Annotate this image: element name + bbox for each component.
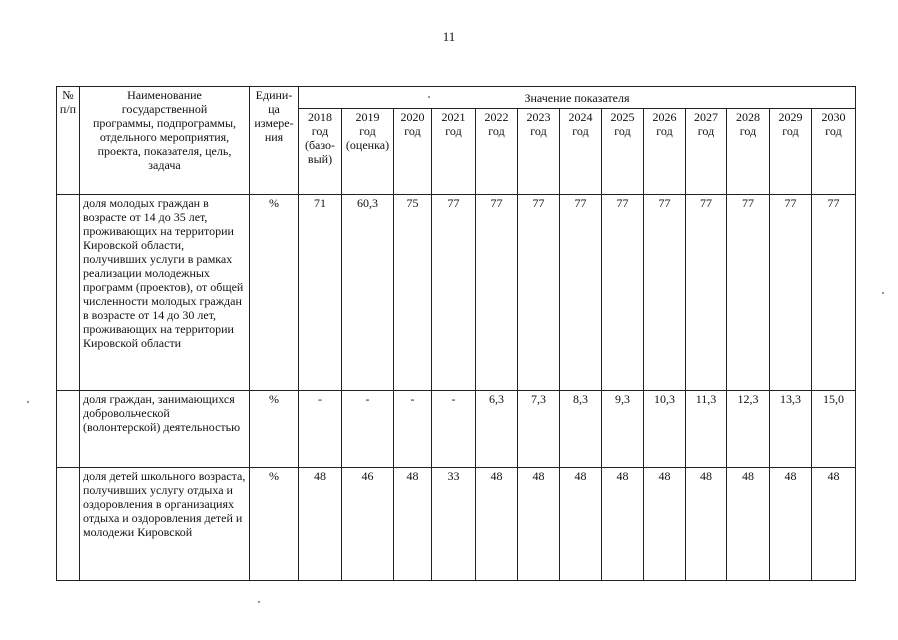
year-header: 2027 год xyxy=(686,109,727,195)
value-cell: 71 xyxy=(299,195,342,391)
scan-speck xyxy=(428,96,430,98)
value-cell: 8,3 xyxy=(560,391,602,468)
col-unit-header: Едини- ца измере- ния xyxy=(250,87,299,195)
value-cell: 48 xyxy=(727,468,770,581)
value-cell: 75 xyxy=(394,195,432,391)
value-cell: 48 xyxy=(644,468,686,581)
table-row xyxy=(57,391,856,468)
value-cell: 9,3 xyxy=(602,391,644,468)
col-num-header: № п/п xyxy=(57,87,80,195)
table-row xyxy=(57,195,856,391)
value-cell: 48 xyxy=(394,468,432,581)
value-cell: 77 xyxy=(518,195,560,391)
value-cell: 77 xyxy=(476,195,518,391)
year-header: 2024 год xyxy=(560,109,602,195)
scan-speck xyxy=(882,292,884,294)
scan-speck xyxy=(27,401,29,403)
year-header: 2026 год xyxy=(644,109,686,195)
year-header: 2020 год xyxy=(394,109,432,195)
value-cell: 60,3 xyxy=(342,195,394,391)
indicator-name: доля молодых граждан в возрасте от 14 до 35 лет, проживающих на территории Кировской области, получивших услуги в рамках реализации молодежных программ (проектов), от общей численности молодых граждан в возрасте от 14 до 30 лет, проживающих на территории Кировской области xyxy=(80,195,250,391)
year-header: 2018 год (базо- вый) xyxy=(299,109,342,195)
value-cell: 48 xyxy=(602,468,644,581)
value-cell: 33 xyxy=(432,468,476,581)
value-cell: - xyxy=(394,391,432,468)
value-cell: 48 xyxy=(476,468,518,581)
year-header: 2019 год (оценка) xyxy=(342,109,394,195)
value-cell: 77 xyxy=(686,195,727,391)
row-num xyxy=(57,195,80,391)
year-header: 2023 год xyxy=(518,109,560,195)
value-cell: 77 xyxy=(770,195,812,391)
value-cell: - xyxy=(432,391,476,468)
value-cell: 77 xyxy=(602,195,644,391)
value-cell: - xyxy=(342,391,394,468)
year-header: 2025 год xyxy=(602,109,644,195)
unit-cell: % xyxy=(250,468,299,581)
indicator-name: доля детей школьного возраста, получивших услугу отдыха и оздоровления в организациях отдыха и оздоровления детей и молодежи Кировской xyxy=(80,468,250,581)
value-cell: 48 xyxy=(686,468,727,581)
year-header: 2029 год xyxy=(770,109,812,195)
value-cell: 46 xyxy=(342,468,394,581)
value-cell: 48 xyxy=(299,468,342,581)
year-header: 2022 год xyxy=(476,109,518,195)
value-cell: 6,3 xyxy=(476,391,518,468)
value-cell: 48 xyxy=(812,468,856,581)
value-cell: 48 xyxy=(770,468,812,581)
page-number: 11 xyxy=(442,29,456,44)
value-cell: 15,0 xyxy=(812,391,856,468)
year-header: 2021 год xyxy=(432,109,476,195)
value-cell: 77 xyxy=(727,195,770,391)
value-cell: 7,3 xyxy=(518,391,560,468)
value-cell: 77 xyxy=(560,195,602,391)
row-num xyxy=(57,391,80,468)
value-cell: 11,3 xyxy=(686,391,727,468)
values-group-header: Значение показателя xyxy=(299,87,856,109)
value-cell: 48 xyxy=(560,468,602,581)
col-name-header: Наименование государственной программы, подпрограммы, отдельного мероприятия, проекта, показателя, цель, задача xyxy=(80,87,250,195)
table-row xyxy=(57,468,856,581)
scan-speck xyxy=(258,601,260,603)
indicators-table xyxy=(56,86,856,581)
year-header: 2028 год xyxy=(727,109,770,195)
indicator-name: доля граждан, занимающихся добровольческой (волонтерской) деятельностью xyxy=(80,391,250,468)
value-cell: 77 xyxy=(432,195,476,391)
row-num xyxy=(57,468,80,581)
value-cell: 77 xyxy=(644,195,686,391)
value-cell: 10,3 xyxy=(644,391,686,468)
unit-cell: % xyxy=(250,391,299,468)
year-header: 2030 год xyxy=(812,109,856,195)
value-cell: - xyxy=(299,391,342,468)
value-cell: 13,3 xyxy=(770,391,812,468)
unit-cell: % xyxy=(250,195,299,391)
value-cell: 12,3 xyxy=(727,391,770,468)
value-cell: 48 xyxy=(518,468,560,581)
value-cell: 77 xyxy=(812,195,856,391)
